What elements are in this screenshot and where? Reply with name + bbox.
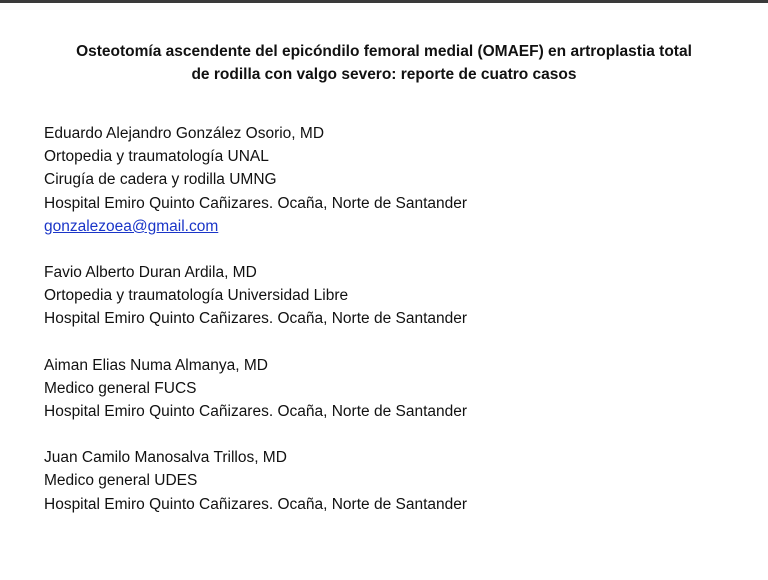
author-block-1 [44,122,744,238]
author-email-link[interactable]: gonzalezoea@gmail.com [44,217,219,235]
author-affiliation: Hospital Emiro Quinto Cañizares. Ocaña, Norte de Santander [44,495,468,513]
top-border [0,0,768,3]
author-affiliation: Hospital Emiro Quinto Cañizares. Ocaña, Norte de Santander [44,403,468,421]
author-affiliation: Medico general UDES [44,472,198,490]
author-block-2 [44,261,744,331]
author-list [44,122,744,539]
author-affiliation: Hospital Emiro Quinto Cañizares. Ocaña, Norte de Santander [44,194,468,212]
author-block-4 [44,446,744,516]
title-line-2: de rodilla con valgo severo: reporte de cuatro casos [191,66,577,83]
author-block-3 [44,354,744,424]
author-name: Favio Alberto Duran Ardila, MD [44,264,257,282]
author-affiliation: Cirugía de cadera y rodilla UMNG [44,171,277,189]
author-affiliation: Ortopedia y traumatología UNAL [44,148,269,166]
document-title [20,40,748,86]
author-affiliation: Ortopedia y traumatología Universidad Libre [44,287,349,305]
author-name: Juan Camilo Manosalva Trillos, MD [44,449,287,467]
author-affiliation: Hospital Emiro Quinto Cañizares. Ocaña, Norte de Santander [44,310,468,328]
author-name: Aiman Elias Numa Almanya, MD [44,356,268,374]
author-affiliation: Medico general FUCS [44,379,197,397]
author-name: Eduardo Alejandro González Osorio, MD [44,125,325,142]
title-line-1: Osteotomía ascendente del epicóndilo femoral medial (OMAEF) en artroplastia total [76,43,692,60]
